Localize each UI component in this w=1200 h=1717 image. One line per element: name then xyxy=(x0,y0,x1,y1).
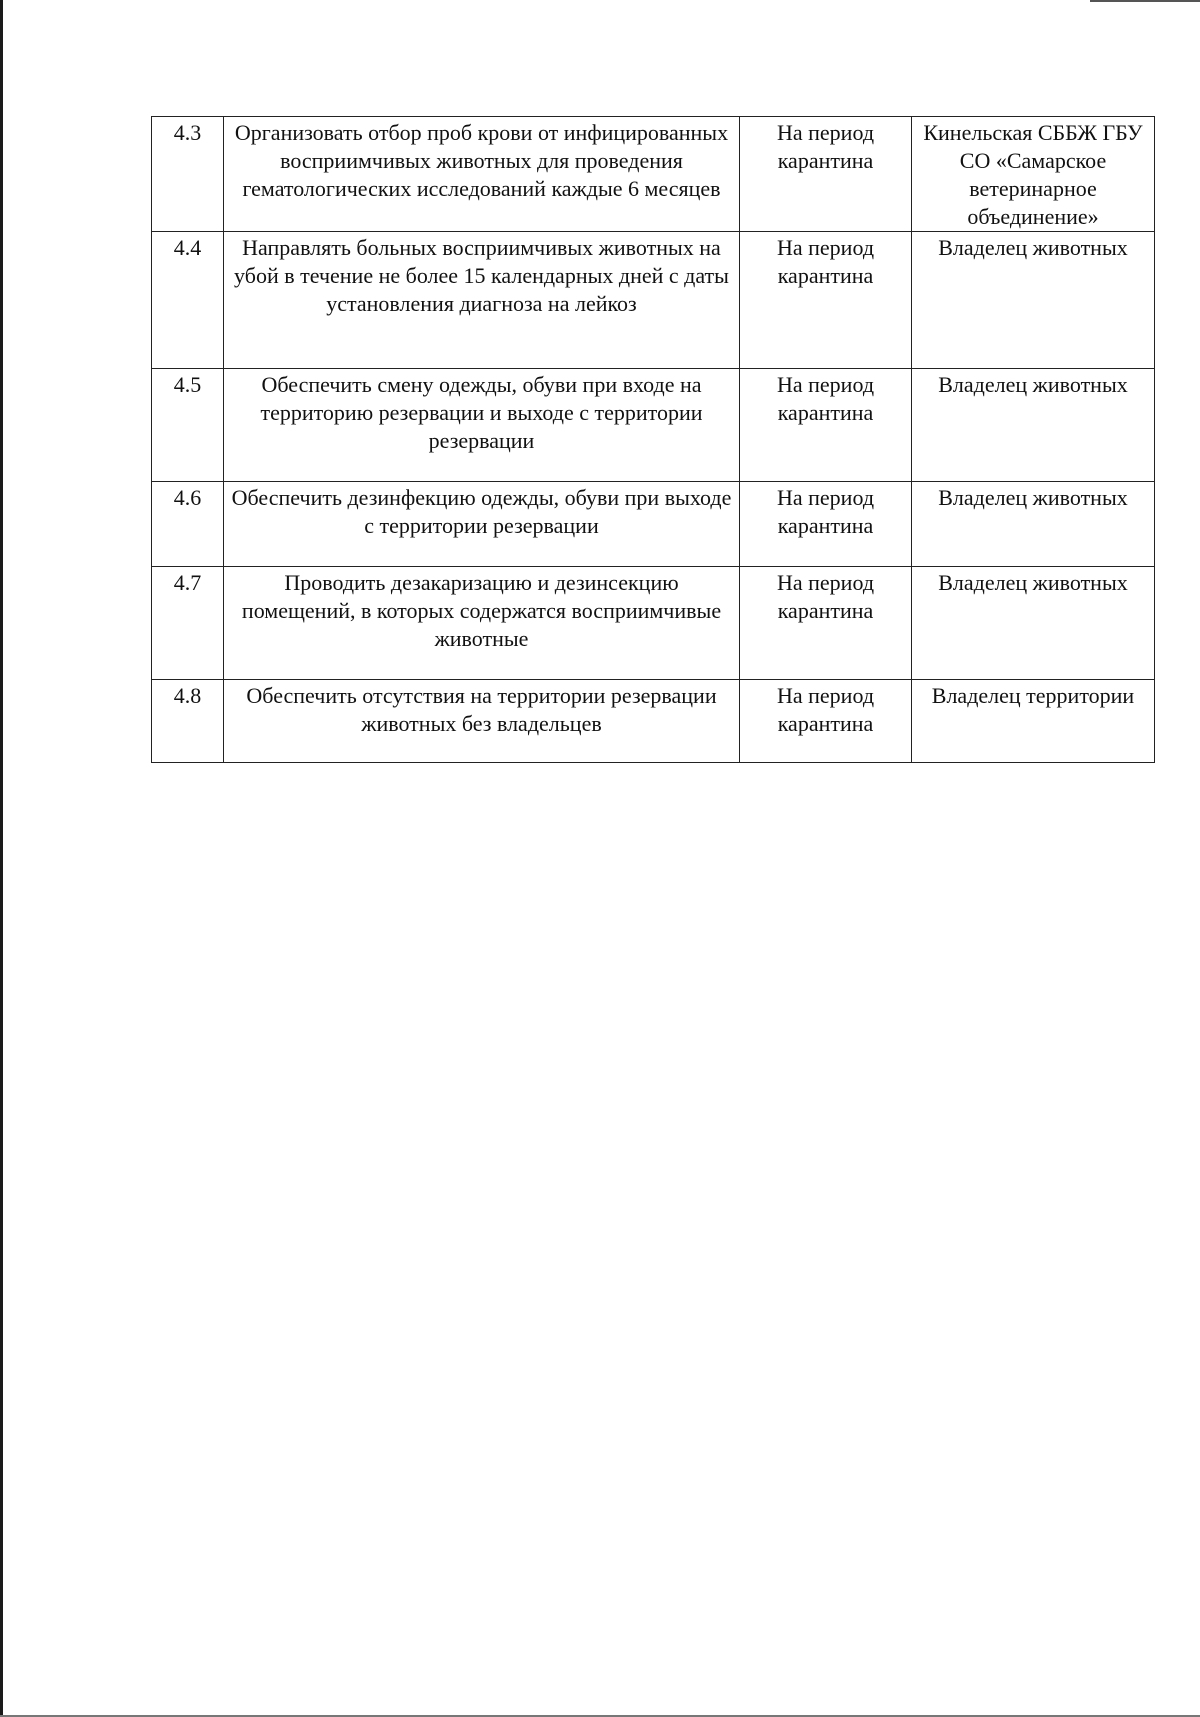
scan-edge-top xyxy=(1090,0,1200,2)
row-responsible: Кинельская СББЖ ГБУ СО «Самарское ветеринарное объединение» xyxy=(912,117,1155,232)
row-number: 4.8 xyxy=(152,680,224,763)
row-number: 4.4 xyxy=(152,232,224,369)
scan-edge-left xyxy=(0,0,3,1717)
row-action: Проводить дезакаризацию и дезинсекцию помещений, в которых содержатся восприимчивые животные xyxy=(224,567,740,680)
table-row xyxy=(152,482,1155,567)
table-row xyxy=(152,117,1155,232)
table-row xyxy=(152,369,1155,482)
row-action: Направлять больных восприимчивых животных на убой в течение не более 15 календарных дней с даты установления диагноза на лейкоз xyxy=(224,232,740,369)
row-number: 4.5 xyxy=(152,369,224,482)
row-term: На период карантина xyxy=(740,117,912,232)
row-action: Обеспечить смену одежды, обуви при входе на территорию резервации и выходе с территории резервации xyxy=(224,369,740,482)
row-action: Обеспечить отсутствия на территории резервации животных без владельцев xyxy=(224,680,740,763)
row-responsible: Владелец животных xyxy=(912,567,1155,680)
row-term: На период карантина xyxy=(740,369,912,482)
table-row xyxy=(152,232,1155,369)
row-responsible: Владелец территории xyxy=(912,680,1155,763)
row-number: 4.3 xyxy=(152,117,224,232)
row-responsible: Владелец животных xyxy=(912,232,1155,369)
row-number: 4.6 xyxy=(152,482,224,567)
row-action: Обеспечить дезинфекцию одежды, обуви при выходе с территории резервации xyxy=(224,482,740,567)
row-term: На период карантина xyxy=(740,482,912,567)
table-row xyxy=(152,567,1155,680)
row-responsible: Владелец животных xyxy=(912,369,1155,482)
table-row xyxy=(152,680,1155,763)
row-term: На период карантина xyxy=(740,232,912,369)
row-term: На период карантина xyxy=(740,567,912,680)
row-number: 4.7 xyxy=(152,567,224,680)
row-responsible: Владелец животных xyxy=(912,482,1155,567)
row-term: На период карантина xyxy=(740,680,912,763)
row-action: Организовать отбор проб крови от инфицированных восприимчивых животных для проведения гематологических исследований каждые 6 месяцев xyxy=(224,117,740,232)
measures-table xyxy=(151,116,1155,763)
